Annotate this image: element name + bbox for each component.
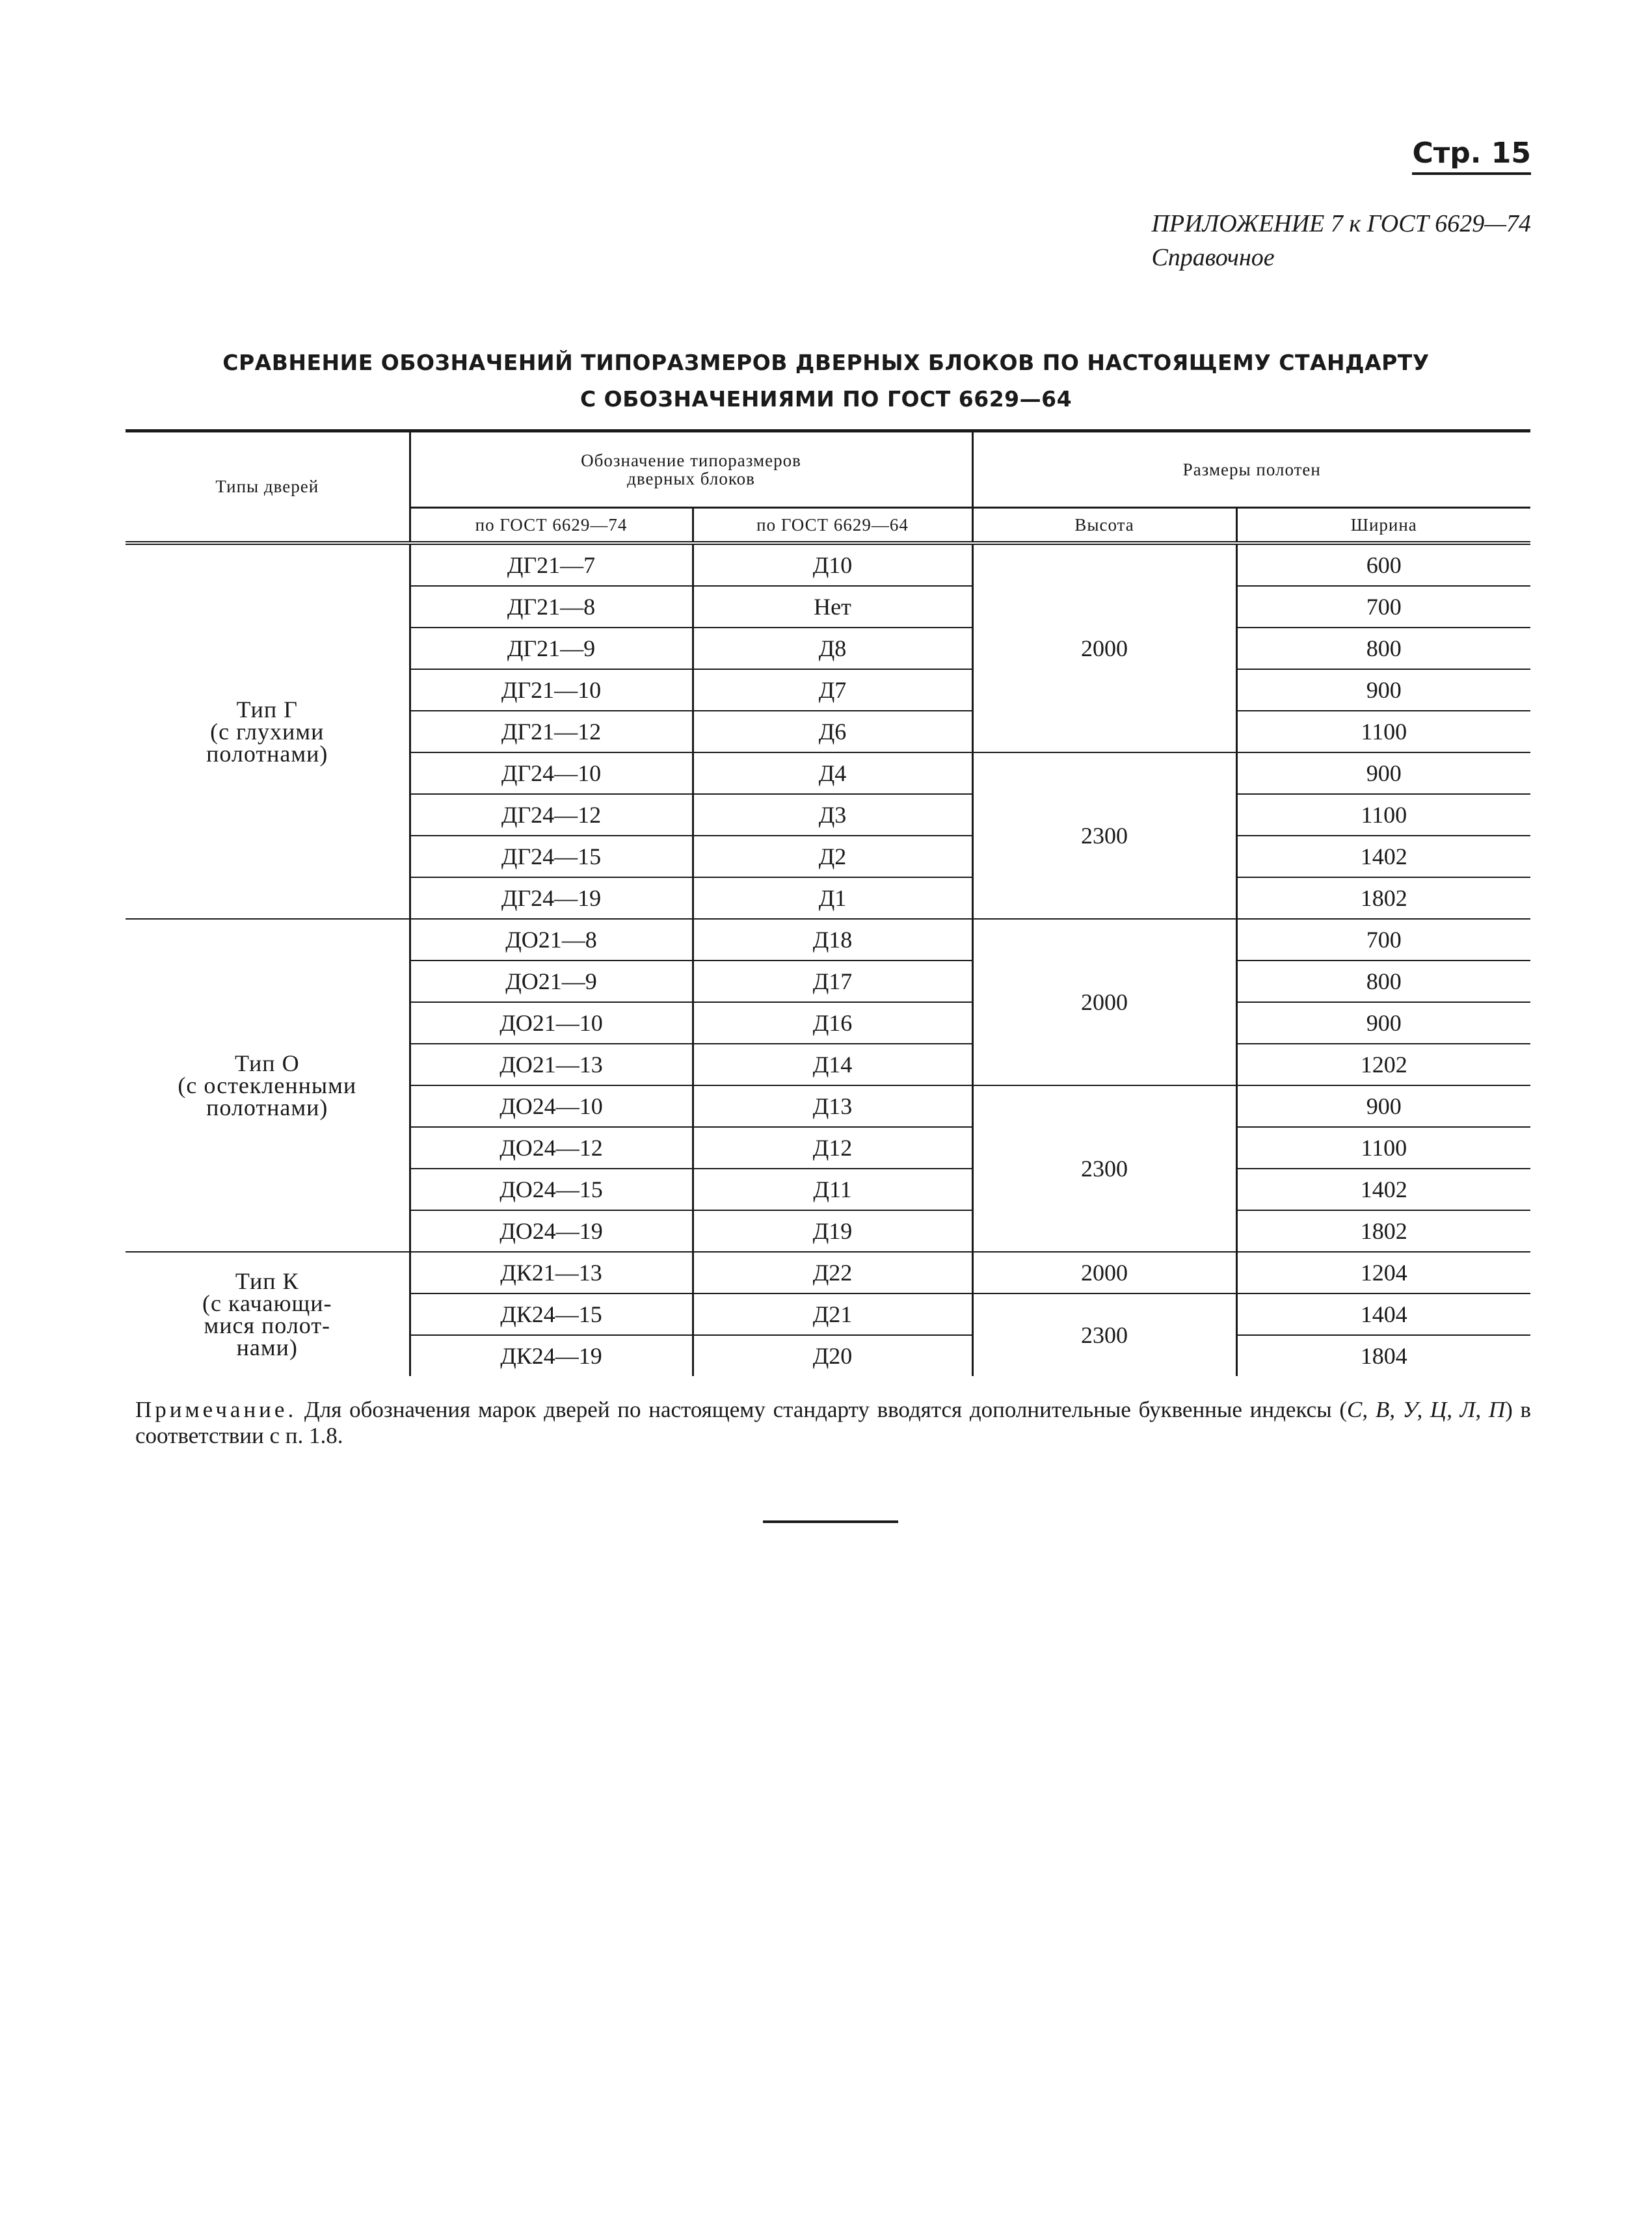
code-gost-74: ДК21—13 [410,1252,693,1293]
code-gost-64: Д18 [693,919,972,961]
leaf-width: 1100 [1236,794,1530,836]
code-gost-64: Д12 [693,1127,972,1169]
leaf-width: 1804 [1236,1335,1530,1376]
code-gost-64: Д17 [693,961,972,1002]
code-gost-64: Д1 [693,877,972,919]
leaf-height: 2300 [972,1293,1236,1376]
door-type-line: (с качающи- [202,1290,332,1316]
header-by-gost-74: по ГОСТ 6629—74 [410,508,693,544]
code-gost-74: ДО24—12 [410,1127,693,1169]
code-gost-64: Д10 [693,543,972,586]
footnote-tail: ) в соответствии с п. 1.8. [135,1397,1531,1448]
table-title-line1: СРАВНЕНИЕ ОБОЗНАЧЕНИЙ ТИПОРАЗМЕРОВ ДВЕРНЫХ БЛОКОВ ПО НАСТОЯЩЕМУ СТАНДАРТУ [222,350,1430,375]
code-gost-64: Д13 [693,1085,972,1127]
code-gost-74: ДГ24—19 [410,877,693,919]
code-gost-74: ДГ21—7 [410,543,693,586]
code-gost-64: Д7 [693,669,972,711]
header-height: Высота [972,508,1236,544]
leaf-width: 1402 [1236,1169,1530,1210]
header-designation-line1: Обозначение типоразмеров [581,451,801,470]
leaf-width: 1100 [1236,711,1530,752]
leaf-width: 600 [1236,543,1530,586]
table-title-line2: С ОБОЗНАЧЕНИЯМИ ПО ГОСТ 6629—64 [580,386,1072,412]
door-type-line: (с глухими [210,719,325,745]
code-gost-74: ДК24—15 [410,1293,693,1335]
table-row [126,1252,1530,1293]
code-gost-74: ДГ24—10 [410,752,693,794]
code-gost-64: Д14 [693,1044,972,1085]
code-gost-64: Д6 [693,711,972,752]
code-gost-74: ДО21—10 [410,1002,693,1044]
appendix-status: Справочное [1151,244,1275,271]
header-leaf-sizes: Размеры полотен [972,431,1530,508]
leaf-width: 800 [1236,961,1530,1002]
door-type-line: (с остекленными [178,1072,357,1098]
header-by-gost-64: по ГОСТ 6629—64 [693,508,972,544]
code-gost-74: ДО21—8 [410,919,693,961]
code-gost-64: Д4 [693,752,972,794]
leaf-width: 900 [1236,752,1530,794]
code-gost-64: Д16 [693,1002,972,1044]
leaf-width: 700 [1236,586,1530,628]
header-designation [410,431,972,508]
door-type-cell [126,1252,410,1376]
leaf-width: 1802 [1236,1210,1530,1252]
footnote [135,1397,1531,1449]
footnote-text: Для обозначения марок дверей по настоящему стандарту вводятся дополнительные буквенные индексы ( [297,1397,1348,1422]
code-gost-74: ДГ21—12 [410,711,693,752]
leaf-height: 2300 [972,752,1236,919]
table-body [126,543,1530,1376]
code-gost-64: Д11 [693,1169,972,1210]
door-type-line: Тип О [234,1050,300,1076]
door-type-line: полотнами) [206,741,328,767]
comparison-table [126,429,1530,1376]
leaf-width: 1202 [1236,1044,1530,1085]
code-gost-74: ДО21—13 [410,1044,693,1085]
leaf-width: 900 [1236,1002,1530,1044]
leaf-width: 900 [1236,1085,1530,1127]
door-type-line: Тип Г [236,696,298,723]
code-gost-64: Д2 [693,836,972,877]
leaf-width: 1404 [1236,1293,1530,1335]
code-gost-64: Д8 [693,628,972,669]
code-gost-64: Д20 [693,1335,972,1376]
table-row [126,919,1530,961]
code-gost-64: Д22 [693,1252,972,1293]
code-gost-74: ДГ24—15 [410,836,693,877]
leaf-width: 900 [1236,669,1530,711]
header-door-types: Типы дверей [126,431,410,544]
table-title [121,345,1531,418]
appendix-title: ПРИЛОЖЕНИЕ 7 к ГОСТ 6629—74 [1151,210,1531,237]
footnote-indices: С, В, У, Ц, Л, П [1347,1397,1506,1422]
appendix-label [1151,207,1531,274]
leaf-width: 1204 [1236,1252,1530,1293]
code-gost-64: Д21 [693,1293,972,1335]
leaf-height: 2000 [972,919,1236,1085]
code-gost-74: ДО24—10 [410,1085,693,1127]
code-gost-74: ДГ21—9 [410,628,693,669]
door-type-line: нами) [236,1334,298,1360]
table-row [126,543,1530,586]
leaf-width: 1802 [1236,877,1530,919]
code-gost-64: Д19 [693,1210,972,1252]
code-gost-74: ДО24—15 [410,1169,693,1210]
door-type-line: полотнами) [206,1094,328,1121]
footnote-lead: Примечание. [135,1397,297,1422]
header-designation-line2: дверных блоков [627,469,755,488]
leaf-height: 2300 [972,1085,1236,1252]
code-gost-74: ДГ21—8 [410,586,693,628]
code-gost-74: ДК24—19 [410,1335,693,1376]
code-gost-74: ДГ24—12 [410,794,693,836]
leaf-height: 2000 [972,543,1236,752]
leaf-width: 700 [1236,919,1530,961]
end-rule [763,1520,898,1523]
code-gost-64: Д3 [693,794,972,836]
leaf-width: 800 [1236,628,1530,669]
door-type-cell [126,919,410,1252]
code-gost-74: ДО21—9 [410,961,693,1002]
header-width: Ширина [1236,508,1530,544]
leaf-height: 2000 [972,1252,1236,1293]
leaf-width: 1100 [1236,1127,1530,1169]
code-gost-74: ДО24—19 [410,1210,693,1252]
code-gost-64: Нет [693,586,972,628]
code-gost-74: ДГ21—10 [410,669,693,711]
page-number: Стр. 15 [1412,137,1531,175]
door-type-cell [126,543,410,919]
door-type-line: Тип К [235,1268,299,1294]
leaf-width: 1402 [1236,836,1530,877]
door-type-line: мися полот- [204,1312,331,1338]
